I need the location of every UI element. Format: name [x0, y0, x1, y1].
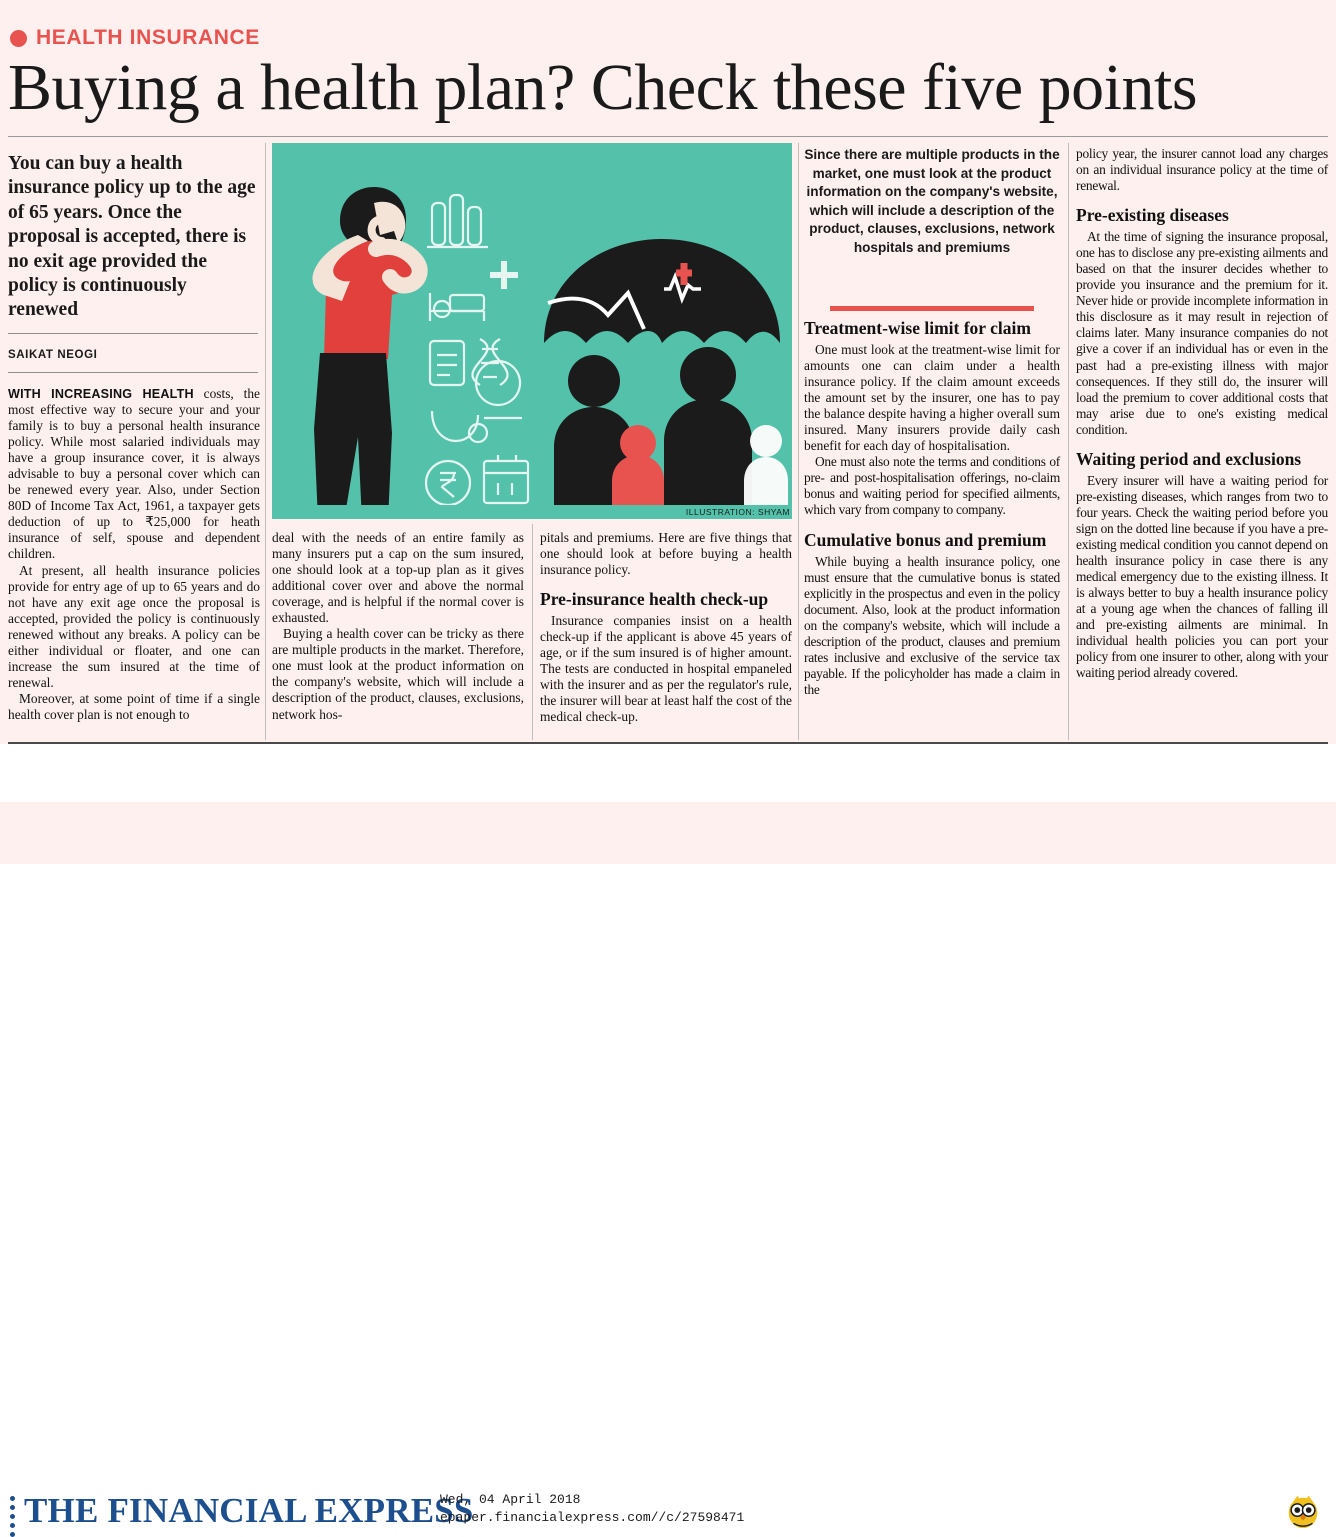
paragraph — [8, 386, 260, 563]
subheading: Treatment-wise limit for claim — [804, 318, 1031, 338]
paragraph: Buying a health cover can be tricky as there are multiple products in the market. Therefore, one must look at the product information on the company's website, which will include a description of the product, clauses, exclusions, network hos- — [272, 626, 524, 722]
body-column-2 — [272, 530, 524, 723]
paragraph: At present, all health insurance policies provide for entry age of up to 65 years and do not have any exit age once the proposal is accepted, provided the policy is continuously renewed without any breaks. A policy can be either individual or floater, and one can increase the sum insured at the time of renewal. — [8, 562, 260, 690]
paragraph: Every insurer will have a waiting period for pre-existing diseases, which ranges from two to four years. Check the waiting period before you sign on the dotted line because if you have a pre-existing medical condition you cannot depend on health insurance policy in case there is any medical emergency due to the existing illness. It is always better to buy a health insurance policy at a young age when the chances of falling ill and pre-existing ailments are minimal. In individual health policies you can port your policy from one insurer to other, along with your waiting period already covered. — [1076, 472, 1328, 681]
subheading: Waiting period and exclusions — [1076, 448, 1302, 469]
body-column-4 — [804, 318, 1060, 698]
paragraph: At the time of signing the insurance proposal, one has to disclose any pre-existing ailments and based on that the insurer decides whether to provide you insurance and the premium for it. Never hide or provide incomplete information in this disclosure as it may result in rejection of claims later. Many insurance companies do not give a cover if an individual has or even in the past had a pre-existing illness with major consequences. If they still do, the insurer will load the premium to cover additional costs that may arise due to one's existing medical condition. — [1076, 229, 1328, 437]
body-column-5 — [1076, 146, 1328, 681]
paragraph-text: costs, the most effective way to secure your and your family is to buy a personal health insurance policy. While most salaried individuals may have a group insurance cover, it is always advisable to buy a personal cover which can be renewed every year. Also, under Section 80D of Income Tax Act, 1961, a taxpayer gets deduction of up to ₹25,000 for heath insurance of self, spouse and dependent children. — [8, 386, 260, 562]
masthead-dots-icon — [10, 1496, 19, 1530]
paragraph: Moreover, at some point of time if a single health cover plan is not enough to — [8, 690, 260, 722]
paragraph: deal with the needs of an entire family as many insurers put a cap on the sum insured, one should look at a top-up plan as it gives additional cover over and above the normal coverage, and is helpful if the normal cover is exhausted. — [272, 530, 524, 626]
owl-logo-icon — [1284, 1492, 1322, 1530]
column-divider-2 — [532, 524, 533, 740]
byline: SAIKAT NEOGI — [8, 349, 98, 361]
epaper-url[interactable]: epaper.financialexpress.com//c/27598471 — [440, 1510, 745, 1525]
standfirst-divider — [8, 333, 258, 334]
section-kicker — [10, 26, 260, 50]
illustration-graphic — [272, 143, 792, 519]
paragraph: While buying a health insurance policy, one must ensure that the cumulative bonus is stated explicitly in the prospectus and even in the policy document. Also, look at the product information on the company's website, which will include a description of the product, clauses and premium rates inclusive and exclusive of the service tax payable. If the policyholder has made a claim in the — [804, 553, 1060, 697]
pull-quote-underline — [830, 306, 1034, 311]
subheading: Pre-existing diseases — [1076, 205, 1229, 226]
column-divider-3 — [798, 143, 799, 740]
column-divider-1 — [265, 143, 266, 740]
image-credit: ILLUSTRATION: SHYAM — [685, 507, 790, 517]
paragraph: One must look at the treatment-wise limit for amounts one can claim under a health insurance policy. If the claim amount exceeds the amount set by the insurer, one has to pay the balance despite having a higher overall sum insured. Many insurers provide daily cash benefit for each day of hospitalisation. — [804, 342, 1060, 454]
bullet-dot-icon — [10, 30, 27, 47]
standfirst: You can buy a health insurance policy up to the age of 65 years. Once the proposal is accepted, there is no exit age provided the policy is continuously renewed — [8, 153, 256, 321]
publication-date: Wed, 04 April 2018 — [440, 1492, 581, 1507]
kicker-label: HEALTH INSURANCE — [36, 26, 260, 49]
pull-quote: Since there are multiple products in the market, one must look at the product information on the company's website, which will include a description of the product, clauses, exclusions, network hospitals and premiums — [804, 147, 1060, 255]
page-footer — [0, 744, 1336, 1530]
paragraph: One must also note the terms and conditions of pre- and post-hospitalisation offerings, no-claim bonus and waiting period for specified ailments, which vary from company to company. — [804, 454, 1060, 518]
lead-in-text: WITH INCREASING HEALTH — [8, 387, 194, 401]
body-column-1 — [8, 386, 260, 723]
paragraph: Insurance companies insist on a health check-up if the applicant is above 45 years of age, or if the sum insured is of higher amount. The tests are conducted in hospital empaneled with the insurer and as per the regulator's rule, the insurer will bear at least half the cost of the medical check-up. — [540, 613, 792, 725]
article-illustration — [272, 143, 792, 519]
headline: Buying a health plan? Check these five points — [8, 51, 1198, 124]
paragraph: pitals and premiums. Here are five things that one should look at before buying a health insurance policy. — [540, 530, 792, 578]
body-column-3 — [540, 530, 792, 725]
subheading: Pre-insurance health check-up — [540, 589, 769, 610]
column-divider-4 — [1068, 143, 1069, 740]
header-divider — [8, 136, 1328, 137]
byline-divider — [8, 372, 258, 373]
subheading: Cumulative bonus and premium — [804, 529, 1047, 550]
masthead-title: THE FINANCIAL EXPRESS — [24, 1491, 474, 1530]
paragraph: policy year, the insurer cannot load any charges on an individual insurance policy at the time of renewal. — [1076, 146, 1328, 194]
